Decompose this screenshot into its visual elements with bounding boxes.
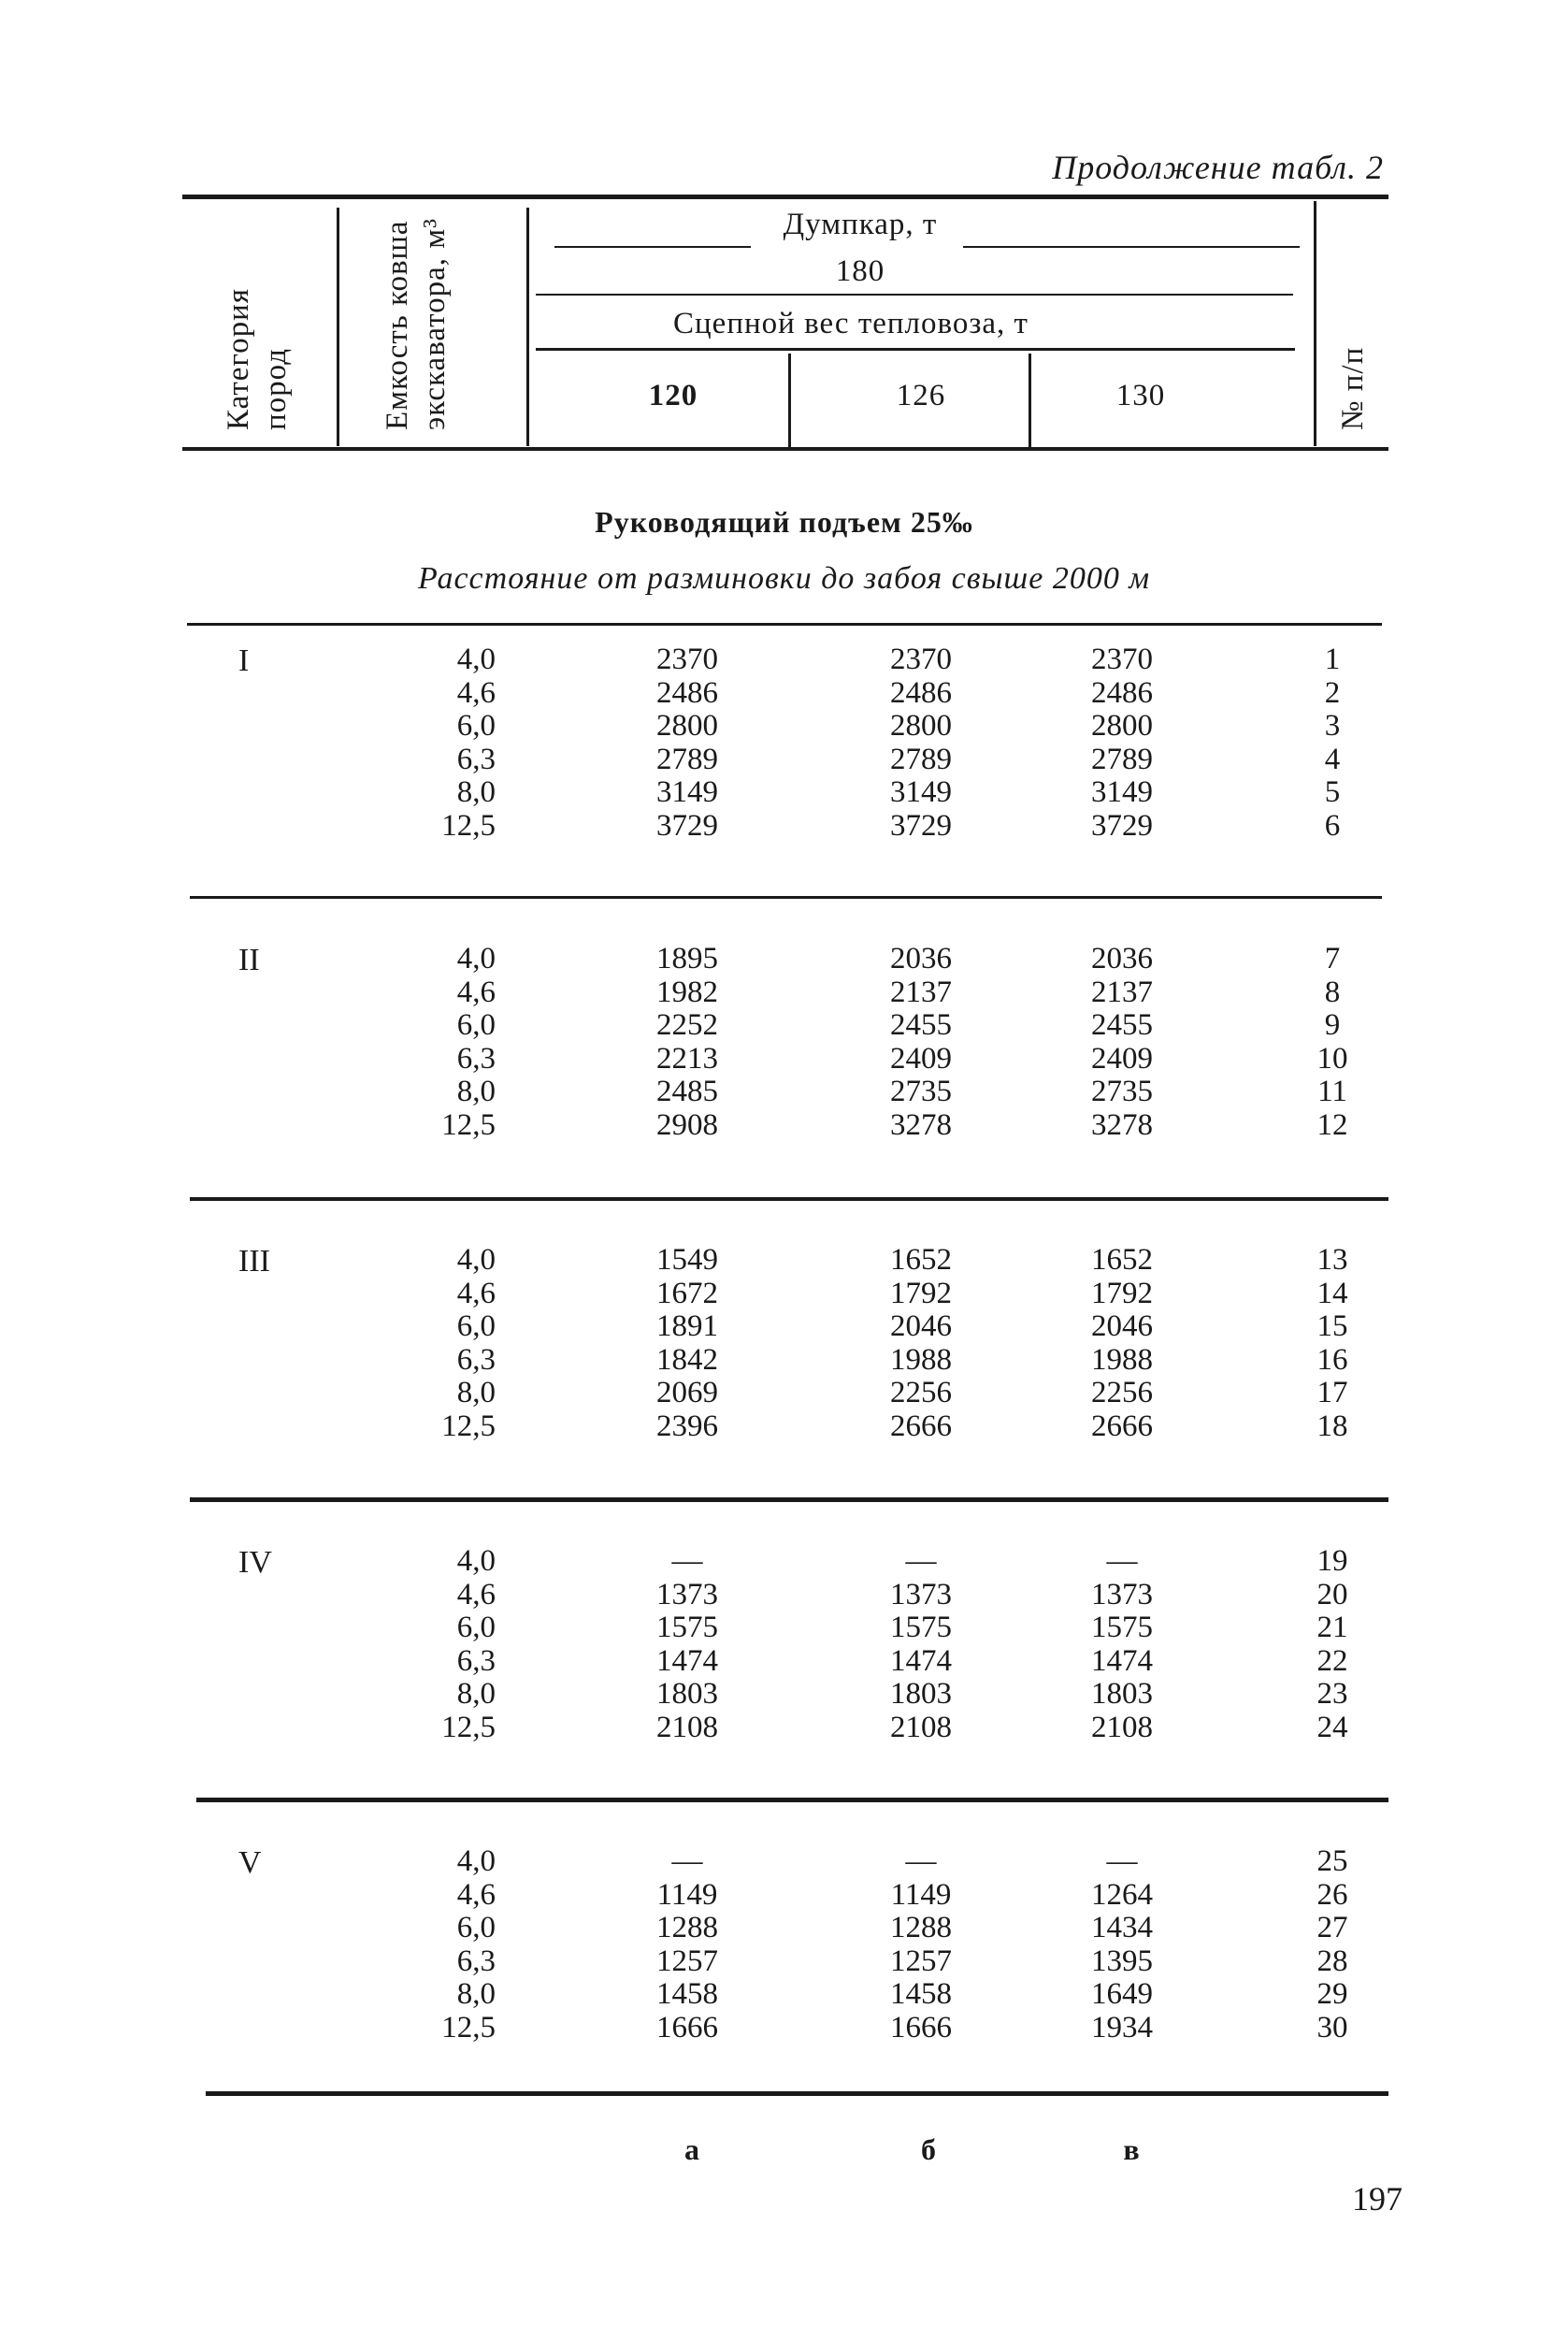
value-v-column [1071,1244,1173,1443]
bucket-capacity-cell: 8,0 [456,1376,496,1409]
value-v-cell: — [1106,1544,1138,1578]
value-a-cell: 1982 [656,975,718,1009]
value-v-cell: 3278 [1091,1107,1153,1142]
value-b-column [870,943,972,1142]
value-v-cell: — [1106,1844,1138,1878]
footer-label-a: а [684,2132,699,2166]
value-b-cell: 1458 [890,1977,952,2011]
header-bucket: Емкость ковша экскаватора, м³ [381,217,452,430]
value-a-cell: 2252 [656,1008,718,1042]
value-b-cell: 2455 [890,1008,952,1042]
row-number-cell: 11 [1317,1075,1347,1108]
row-number-cell: 17 [1316,1376,1348,1409]
category-label: V [238,1845,262,1880]
header-divider-b-v [1029,354,1031,447]
bucket-capacity-cell: 4,6 [456,975,496,1009]
value-b-cell: 1288 [890,1911,952,1944]
header-top-rule [182,195,1388,199]
bucket-capacity-cell: 4,6 [456,1577,496,1611]
row-number-cell: 7 [1324,942,1341,975]
row-number-cell: 19 [1316,1544,1348,1578]
row-number-cell: 10 [1316,1041,1348,1076]
header-dumpcar-value: 180 [835,254,885,288]
value-v-cell: 2735 [1091,1075,1153,1108]
bucket-capacity-column [393,943,496,1142]
row-number-cell: 24 [1316,1710,1348,1744]
value-a-cell: 2396 [656,1409,718,1443]
section-subtitle: Расстояние от разминовки до забоя свыше 2000 м [417,561,1151,596]
value-a-column [636,1244,739,1443]
row-number-cell: 8 [1324,975,1341,1009]
row-number-cell: 23 [1316,1677,1348,1711]
continuation-caption: Продолжение табл. 2 [1052,149,1384,186]
value-a-cell: 2213 [656,1041,718,1076]
value-v-cell: 3149 [1091,775,1153,809]
value-a-cell: 2370 [656,643,718,676]
header-loco: Сцепной вес тепловоза, т [673,307,1029,340]
value-a-cell: 2485 [656,1075,718,1108]
header-num: № п/п [1336,346,1370,430]
value-b-cell: 2108 [890,1710,952,1744]
value-a-cell: 1672 [656,1276,718,1310]
value-v-cell: 1264 [1091,1877,1153,1912]
value-v-cell: 2666 [1091,1409,1153,1443]
value-b-cell: 3729 [890,808,952,843]
value-b-cell: 2800 [890,709,952,743]
header-col-v: 130 [1115,379,1166,412]
value-v-cell: 1373 [1091,1577,1153,1611]
value-a-column [636,643,739,843]
value-b-cell: 1575 [890,1611,952,1644]
bucket-capacity-cell: 8,0 [456,775,496,809]
value-v-cell: 2486 [1091,675,1153,710]
value-a-cell: 1575 [656,1611,718,1644]
value-b-cell: 2789 [890,742,952,776]
row-number-cell: 16 [1316,1342,1348,1377]
value-v-cell: 1434 [1091,1911,1153,1944]
bucket-capacity-cell: 12,5 [441,1710,496,1744]
bucket-capacity-cell: 8,0 [456,1075,496,1108]
bucket-capacity-cell: 12,5 [441,808,496,843]
value-v-cell: 1395 [1091,1944,1153,1978]
value-b-column [870,1845,972,2045]
header-rule-loco [536,348,1295,351]
row-number-cell: 4 [1324,742,1341,776]
bucket-capacity-cell: 4,0 [456,1844,496,1878]
value-v-column [1071,1545,1173,1744]
value-b-cell: 1792 [890,1276,952,1310]
bucket-capacity-cell: 6,3 [456,1342,496,1377]
value-b-cell: 1373 [890,1577,952,1611]
value-v-cell: 2108 [1091,1710,1153,1744]
row-number-cell: 30 [1316,2010,1348,2045]
bucket-capacity-cell: 6,0 [456,1309,496,1343]
value-v-column [1071,943,1173,1142]
category-group [0,1845,1568,2126]
row-number-cell: 1 [1324,643,1341,676]
value-a-column [636,1545,739,1744]
value-a-cell: 1373 [656,1577,718,1611]
value-a-cell: 1257 [656,1944,718,1978]
header-rule-dumpcar-left [554,246,751,248]
bucket-capacity-cell: 4,0 [456,1544,496,1578]
category-group [0,943,1568,1223]
bucket-capacity-cell: 6,0 [456,1611,496,1644]
value-a-cell: 1474 [656,1643,718,1678]
value-v-cell: 1792 [1091,1276,1153,1310]
bucket-capacity-cell: 6,3 [456,742,496,776]
row-number-cell: 22 [1316,1643,1348,1678]
value-a-cell: 1803 [656,1677,718,1711]
header-divider-3 [1314,201,1316,446]
row-number-cell: 5 [1324,775,1341,809]
bucket-capacity-column [393,1845,496,2045]
value-a-cell: 1891 [656,1309,718,1343]
value-v-cell: 2455 [1091,1008,1153,1042]
value-v-cell: 1934 [1091,2010,1153,2045]
value-b-column [870,1545,972,1744]
value-a-cell: 1895 [656,942,718,975]
bucket-capacity-cell: 6,3 [456,1643,496,1678]
value-v-cell: 2036 [1091,942,1153,975]
value-a-cell: — [671,1544,703,1578]
row-number-column [1300,943,1365,1142]
header-divider-2 [526,208,529,446]
bucket-capacity-column [393,643,496,843]
bucket-capacity-cell: 4,0 [456,643,496,676]
value-v-cell: 1803 [1091,1677,1153,1711]
category-label: IV [238,1545,272,1580]
value-a-cell: 1549 [656,1243,718,1277]
value-a-cell: 1149 [656,1877,718,1912]
value-a-cell: 2789 [656,742,718,776]
value-b-column [870,643,972,843]
value-b-cell: 1474 [890,1643,952,1678]
row-number-column [1300,1244,1365,1443]
category-label: III [238,1244,270,1279]
header-rule-180 [536,294,1293,296]
value-b-cell: 1988 [890,1342,952,1377]
value-b-cell: 3149 [890,775,952,809]
rule-before-group-1 [187,623,1382,626]
bucket-capacity-cell: 4,6 [456,1877,496,1912]
bucket-capacity-cell: 6,3 [456,1944,496,1978]
category-label: I [238,643,250,678]
bucket-capacity-column [393,1545,496,1744]
value-v-cell: 2789 [1091,742,1153,776]
bucket-capacity-cell: 8,0 [456,1977,496,2011]
value-b-cell: 2735 [890,1075,952,1108]
header-divider-a-b [788,354,791,447]
value-b-cell: 2486 [890,675,952,710]
value-b-cell: 1257 [890,1944,952,1978]
row-number-cell: 6 [1324,808,1341,843]
value-a-cell: 2108 [656,1710,718,1744]
bucket-capacity-cell: 12,5 [441,1409,496,1443]
footer-label-v: в [1123,2132,1140,2166]
section-title: Руководящий подъем 25‰ [595,505,973,539]
value-a-cell: 1458 [656,1977,718,2011]
header-dumpcar: Думпкар, т [783,208,938,241]
bucket-capacity-cell: 6,0 [456,1911,496,1944]
row-number-cell: 18 [1316,1409,1348,1443]
row-number-cell: 13 [1316,1243,1348,1277]
bucket-capacity-cell: 4,0 [456,1243,496,1277]
row-number-cell: 25 [1316,1844,1348,1878]
value-a-cell: 1666 [656,2010,718,2045]
bucket-capacity-cell: 6,0 [456,709,496,743]
row-number-cell: 15 [1316,1309,1348,1343]
value-a-cell: 2908 [656,1107,718,1142]
value-b-cell: 2666 [890,1409,952,1443]
bucket-capacity-cell: 6,0 [456,1008,496,1042]
value-b-cell: 2046 [890,1309,952,1343]
value-v-column [1071,643,1173,843]
value-b-cell: 3278 [890,1107,952,1142]
value-v-cell: 2256 [1091,1376,1153,1409]
value-a-column [636,943,739,1142]
value-b-cell: 2137 [890,975,952,1009]
row-number-cell: 14 [1316,1276,1348,1310]
category-group [0,1244,1568,1525]
row-number-cell: 29 [1316,1977,1348,2011]
value-a-cell: — [671,1844,703,1878]
footer-label-b: б [921,2132,936,2166]
value-v-cell: 1575 [1091,1611,1153,1644]
row-number-column [1300,1845,1365,2045]
value-v-cell: 2046 [1091,1309,1153,1343]
value-b-cell: 2256 [890,1376,952,1409]
value-a-cell: 3149 [656,775,718,809]
value-a-cell: 3729 [656,808,718,843]
value-a-cell: 1288 [656,1911,718,1944]
page-number: 197 [1352,2180,1403,2218]
bucket-capacity-column [393,1244,496,1443]
value-b-cell: — [905,1544,937,1578]
bucket-capacity-cell: 12,5 [441,1107,496,1142]
bucket-capacity-cell: 4,0 [456,942,496,975]
row-number-cell: 12 [1316,1107,1348,1142]
value-b-cell: 1803 [890,1677,952,1711]
header-divider-1 [337,208,339,446]
header-col-b: 126 [896,379,946,412]
row-number-cell: 21 [1316,1611,1348,1644]
value-b-cell: 1149 [890,1877,952,1912]
value-v-cell: 2370 [1091,643,1153,676]
row-number-cell: 3 [1324,709,1341,743]
row-number-cell: 20 [1316,1577,1348,1611]
value-v-cell: 1474 [1091,1643,1153,1678]
value-b-cell: 2409 [890,1041,952,1076]
row-number-cell: 26 [1316,1877,1348,1912]
value-v-cell: 2409 [1091,1041,1153,1076]
header-bottom-rule [182,447,1388,451]
value-b-cell: — [905,1844,937,1878]
value-v-cell: 2137 [1091,975,1153,1009]
value-a-cell: 2069 [656,1376,718,1409]
value-b-cell: 1666 [890,2010,952,2045]
value-v-cell: 1988 [1091,1342,1153,1377]
row-number-cell: 2 [1324,675,1341,710]
category-label: II [238,943,260,977]
category-group [0,643,1568,924]
bucket-capacity-cell: 6,3 [456,1041,496,1076]
value-a-column [636,1845,739,2045]
row-number-cell: 27 [1316,1911,1348,1944]
bucket-capacity-cell: 4,6 [456,675,496,710]
bucket-capacity-cell: 4,6 [456,1276,496,1310]
value-v-cell: 2800 [1091,709,1153,743]
value-v-cell: 1649 [1091,1977,1153,2011]
value-b-column [870,1244,972,1443]
row-number-column [1300,1545,1365,1744]
value-a-cell: 2800 [656,709,718,743]
header-category: Категория пород [222,288,293,430]
row-number-column [1300,643,1365,843]
value-b-cell: 1652 [890,1243,952,1277]
value-b-cell: 2036 [890,942,952,975]
value-v-cell: 3729 [1091,808,1153,843]
row-number-cell: 28 [1316,1944,1348,1978]
header-col-a: 120 [648,379,698,412]
header-rule-dumpcar-right [963,246,1300,248]
bucket-capacity-cell: 12,5 [441,2010,496,2045]
value-b-cell: 2370 [890,643,952,676]
value-v-cell: 1652 [1091,1243,1153,1277]
value-a-cell: 2486 [656,675,718,710]
row-number-cell: 9 [1324,1008,1341,1042]
value-a-cell: 1842 [656,1342,718,1377]
value-v-column [1071,1845,1173,2045]
bucket-capacity-cell: 8,0 [456,1677,496,1711]
category-group [0,1545,1568,1826]
